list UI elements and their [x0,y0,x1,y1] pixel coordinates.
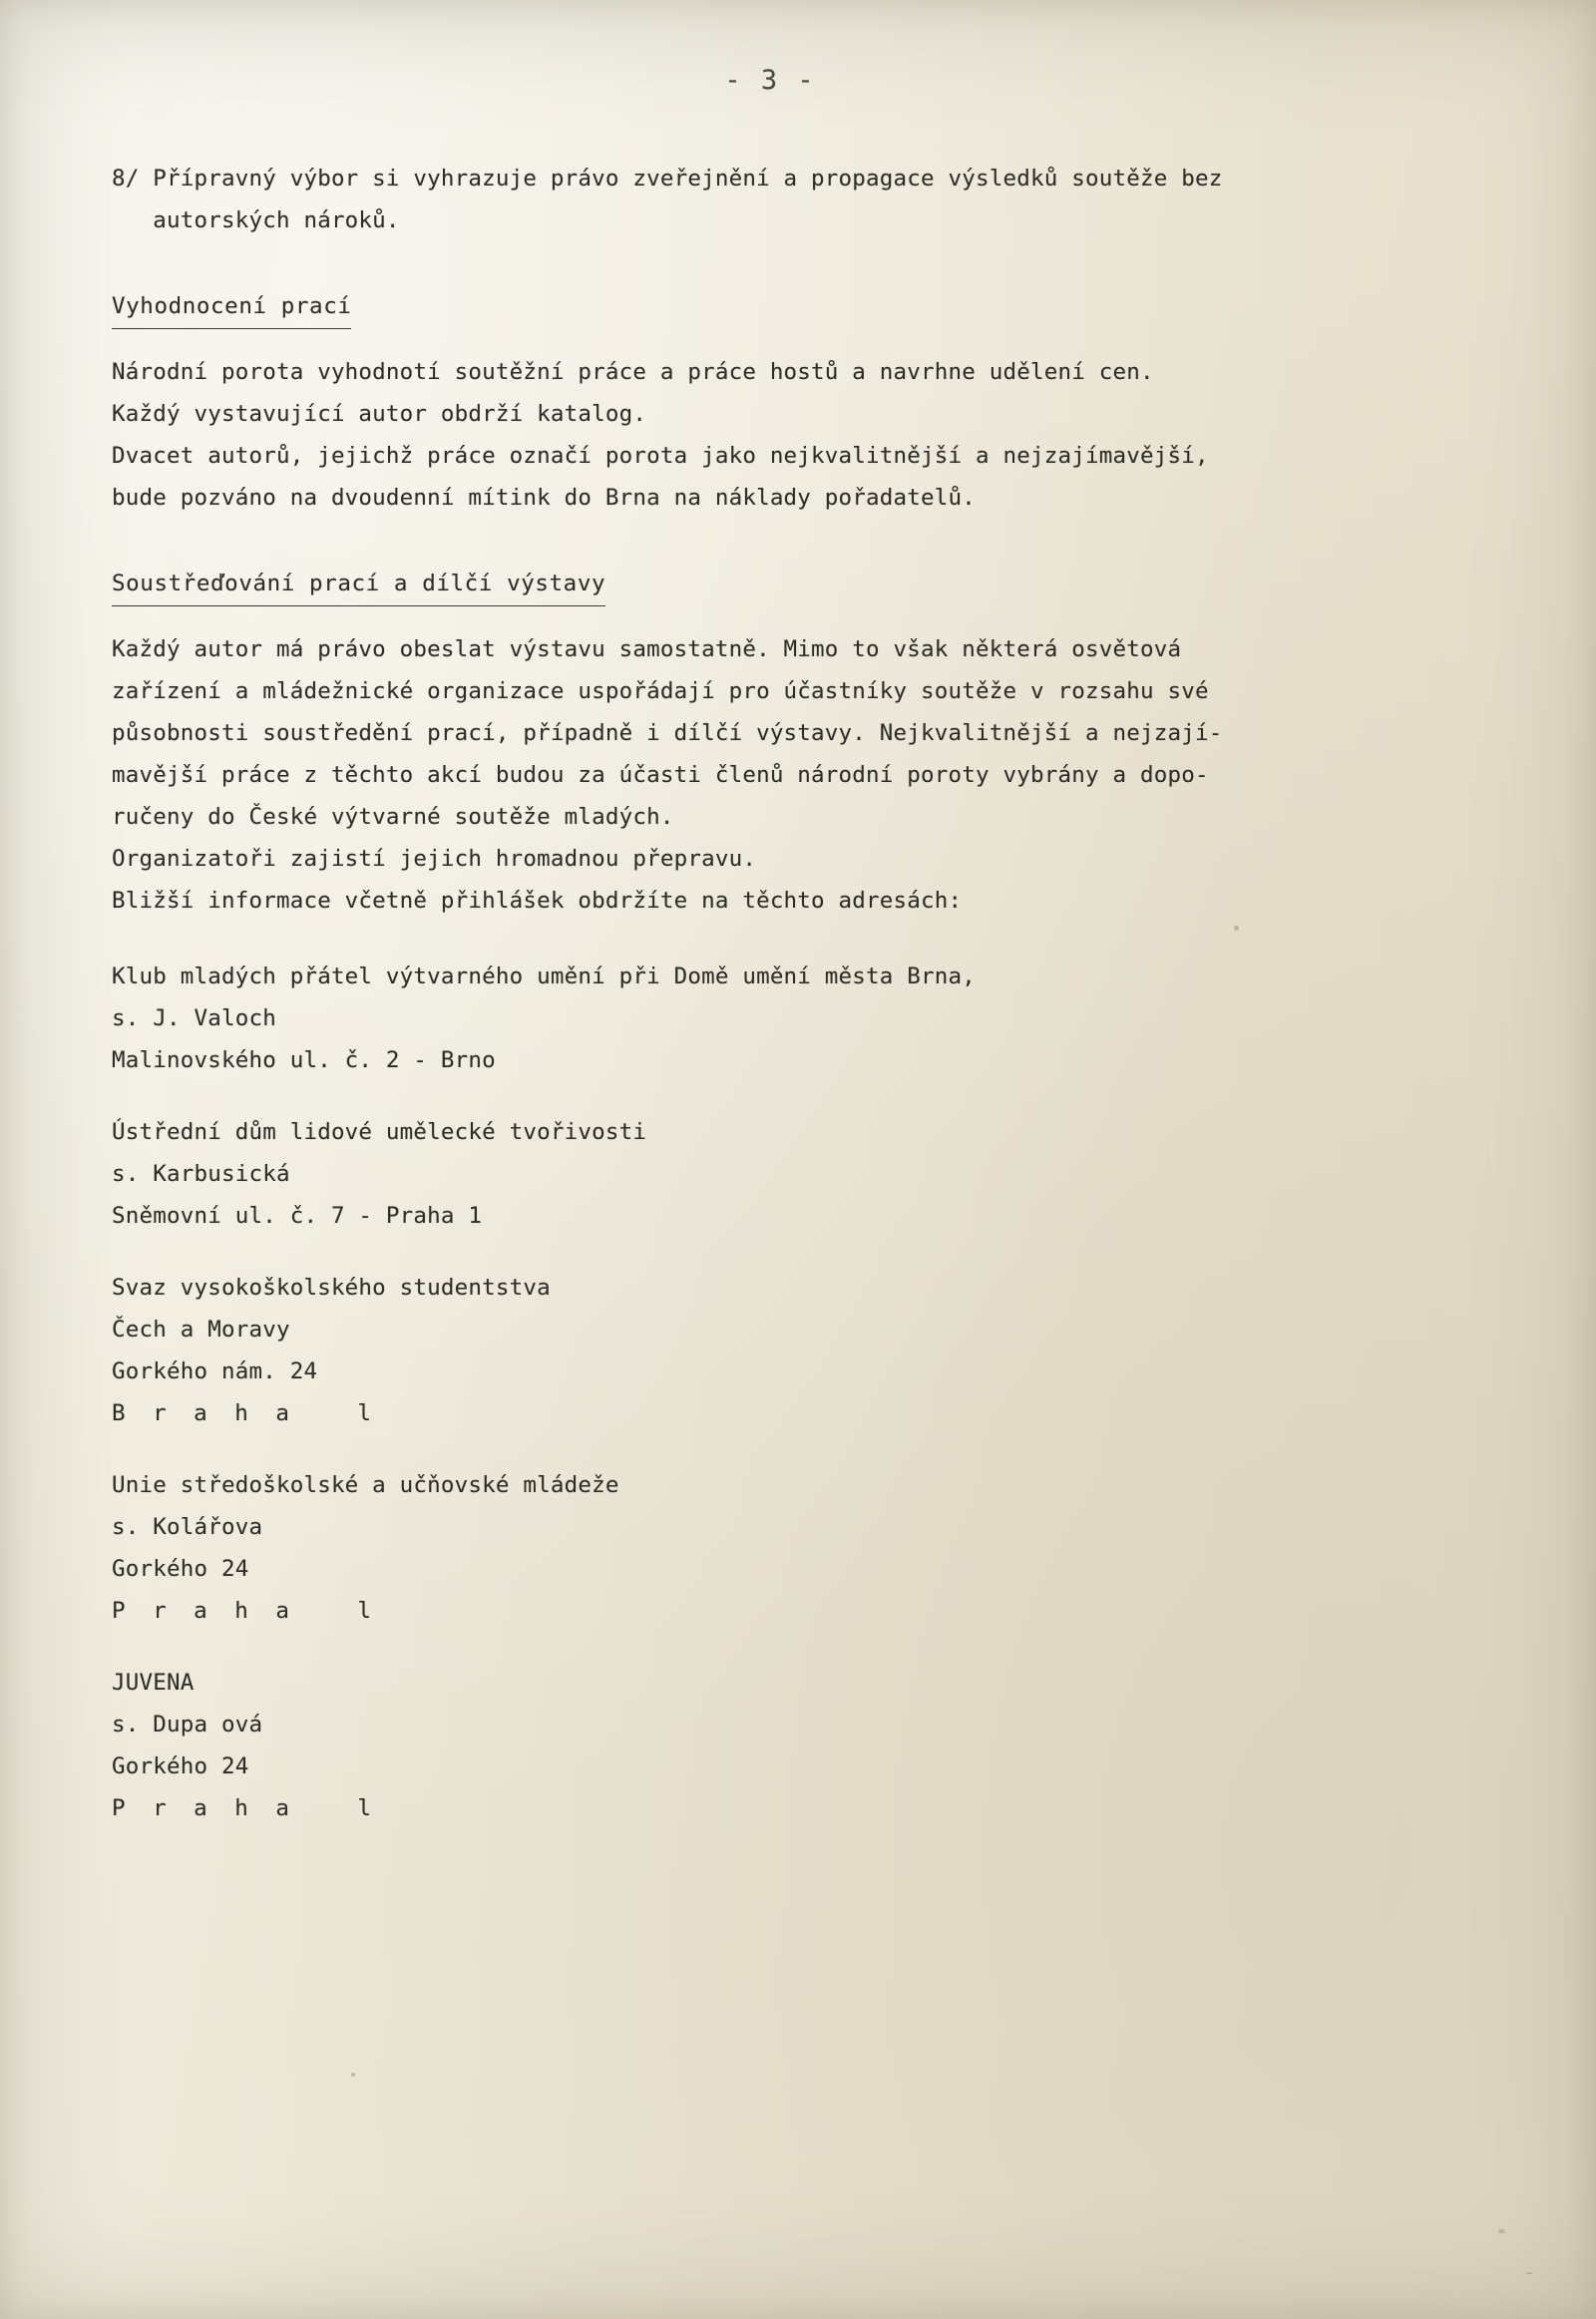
text-line: ručeny do České výtvarné soutěže mladých. [112,804,674,830]
address-klub-mladych-pratel [112,956,1488,1081]
text-line: Gorkého 24 [112,1753,249,1779]
text-line: Bližší informace včetně přihlášek obdržíte na těchto adresách: [112,888,963,914]
section-heading: Soustřeďování prací a dílčí výstavy [112,563,605,606]
section-body [112,351,1488,519]
text-line-city: B r a h a l [112,1400,379,1426]
paper-speck [1234,926,1239,931]
paper-smudge: ⁻ [1524,2266,1535,2287]
text-line: Svaz vysokoškolského studentstva [112,1275,551,1301]
address-svaz-vysokoskolskeho-studentstva [112,1267,1488,1434]
text-line: Každý autor má právo obeslat výstavu samostatně. Mimo to však některá osvětová [112,636,1182,662]
text-line: s. J. Valoch [112,1005,276,1031]
text-line: autorských nároků. [112,207,400,233]
text-line: s. Kolářova [112,1514,263,1540]
text-line: Národní porota vyhodnotí soutěžní práce a práce hostů a navrhne udělení cen. [112,359,1154,385]
paper-speck [351,2073,355,2077]
text-line: Organizatoři zajistí jejich hromadnou přepravu. [112,846,757,872]
paper-smudge: ⁼ [1496,2224,1507,2245]
address-ustredni-dum [112,1111,1488,1237]
text-line-city: P r a h a l [112,1795,379,1821]
typed-text-body [112,60,1488,1859]
text-line: bude pozváno na dvoudenní mítink do Brna na náklady pořadatelů. [112,485,977,511]
text-line: působnosti soustředění prací, případně i dílčí výstavy. Nejkvalitnější a nejzají- [112,720,1223,746]
text-line-city: P r a h a l [112,1598,379,1624]
section-soustredovani-praci [112,553,1488,922]
text-line: JUVENA [112,1670,195,1696]
section-vyhodnoceni-praci [112,275,1488,519]
address-juvena [112,1662,1488,1829]
text-line: Gorkého 24 [112,1556,249,1582]
text-line: Klub mladých přátel výtvarného umění při Domě umění města Brna, [112,964,977,989]
section-body [112,628,1488,922]
text-line: Čech a Moravy [112,1317,290,1343]
text-line: s. Karbusická [112,1161,290,1187]
text-line: Dvacet autorů, jejichž práce označí porota jako nejkvalitnější a nejzajímavější, [112,443,1209,469]
text-line: mavější práce z těchto akcí budou za účasti členů národní poroty vybrány a dopo- [112,762,1209,788]
section-heading: Vyhodnocení prací [112,285,351,329]
paragraph-clause-8 [112,158,1488,241]
text-line: Gorkého nám. 24 [112,1358,318,1384]
text-line: Sněmovní ul. č. 7 - Praha 1 [112,1203,483,1229]
address-unie-stredoskolske [112,1464,1488,1632]
text-line: 8/ Přípravný výbor si vyhrazuje právo zveřejnění a propagace výsledků soutěže bez [112,166,1223,192]
text-line: Každý vystavující autor obdrží katalog. [112,401,647,427]
text-line: Unie středoškolské a učňovské mládeže [112,1472,619,1498]
page-number: - 3 - [724,65,816,96]
text-line: Ústřední dům lidové umělecké tvořivosti [112,1119,647,1145]
text-line: s. Dupa ová [112,1712,263,1738]
text-line: Malinovského ul. č. 2 - Brno [112,1047,496,1073]
text-line: zařízení a mládežnické organizace uspořádají pro účastníky soutěže v rozsahu své [112,678,1209,704]
